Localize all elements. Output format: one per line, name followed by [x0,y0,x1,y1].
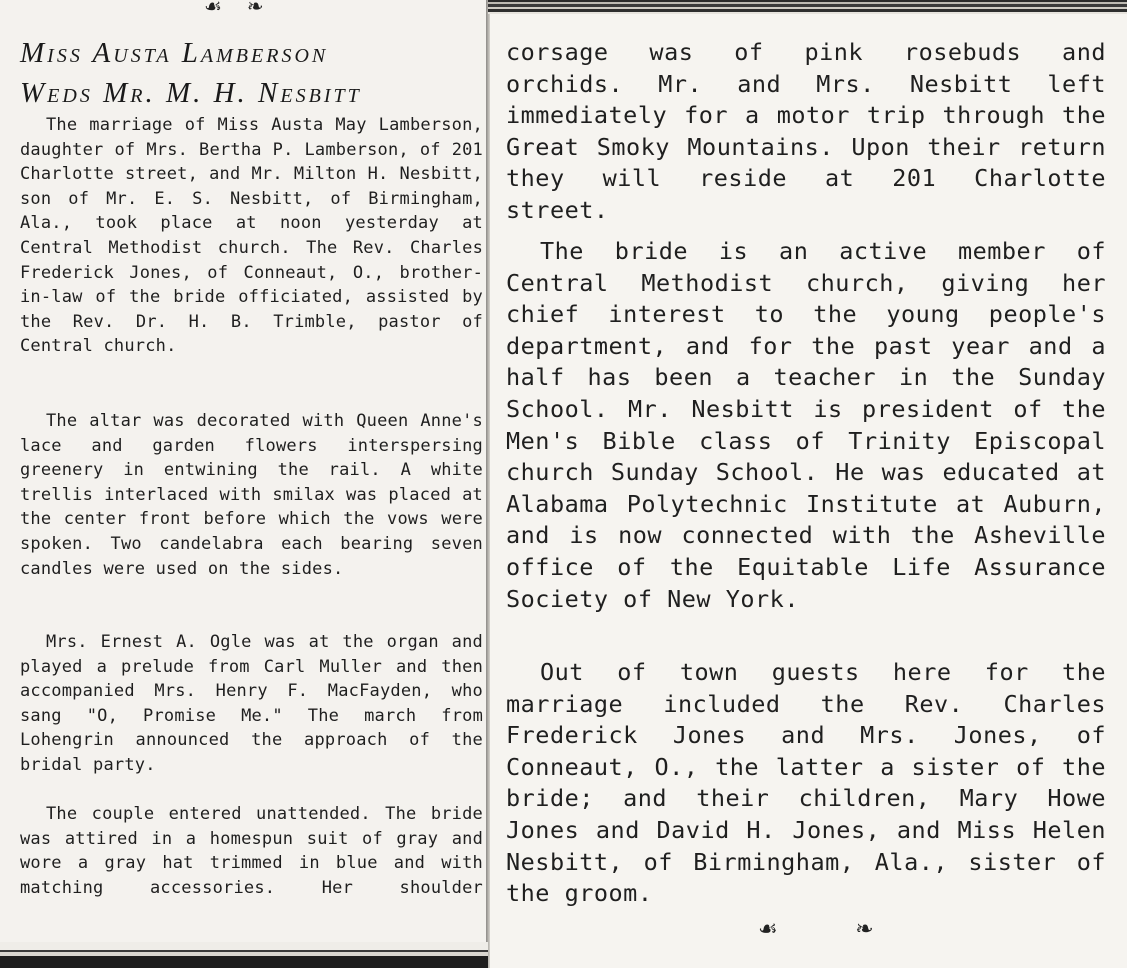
paragraph-bride-background: The bride is an active member of Central Methodist church, giving her chief interest to the young people's department, and for the past year and a half has been a teacher in the Sunday School. Mr. Nesbitt is president of the Men's Bible class of Trinity Episcopal church Sunday School. He was educated at Alabama Polytechnic Institute at Auburn, and is now connected with the Asheville office of the Equitable Life Assurance Society of New York. [506,237,1106,613]
headline-line-2: Weds Mr. M. H. Nesbitt [20,77,362,109]
paragraph-music: Mrs. Ernest A. Ogle was at the organ and played a prelude from Carl Muller and then accompanied Mrs. Henry F. MacFayden, who sang "O, Promise Me." The march from Lohengrin announced the approach of the bridal party. [20,632,483,775]
headline-line-1: Miss Austa Lamberson [20,37,329,69]
top-rule [488,0,1127,14]
column-divider [486,0,490,968]
paragraph-bride-attire: The couple entered unattended. The bride was attired in a homespun suit of gray and wore a gray hat trimmed in blue and with matching accessories. Her shoulder [20,804,483,898]
fleuron-ornament-bottom: ☙ ❧ [758,916,910,941]
paragraph-altar: The altar was decorated with Queen Anne's lace and garden flowers interspersing greenery in entwining the rail. A white trellis interlaced with smilax was placed at the center front before which the vows were spoken. Two candelabra each bearing seven candles were used on the sides. [20,411,483,579]
paragraph-ceremony: The marriage of Miss Austa May Lamberson, daughter of Mrs. Bertha P. Lamberson, of 201 Charlotte street, and Mr. Milton H. Nesbitt, son of Mr. E. S. Nesbitt, of Birmingham, Ala., took place at noon yesterday at Central Methodist church. The Rev. Charles Frederick Jones, of Conneaut, O., brother-in-law of the bride officiated, assisted by the Rev. Dr. H. B. Trimble, pastor of Central church. [20,115,483,357]
paragraph-guests: Out of town guests here for the marriage included the Rev. Charles Frederick Jones and Mrs. Jones, of Conneaut, O., the latter a sister of the bride; and their children, Mary Howe Jones and David H. Jones, and Miss Helen Nesbitt, of Birmingham, Ala., sister of the groom. [506,658,1106,908]
fleuron-ornament-top: ☙ ❧ [204,0,274,18]
bottom-rule [0,942,488,968]
paragraph-corsage: corsage was of pink rosebuds and orchids. Mr. and Mrs. Nesbitt left immediately for a motor trip through the Great Smoky Mountains. Upon their return they will reside at 201 Charlotte street. [506,38,1106,224]
